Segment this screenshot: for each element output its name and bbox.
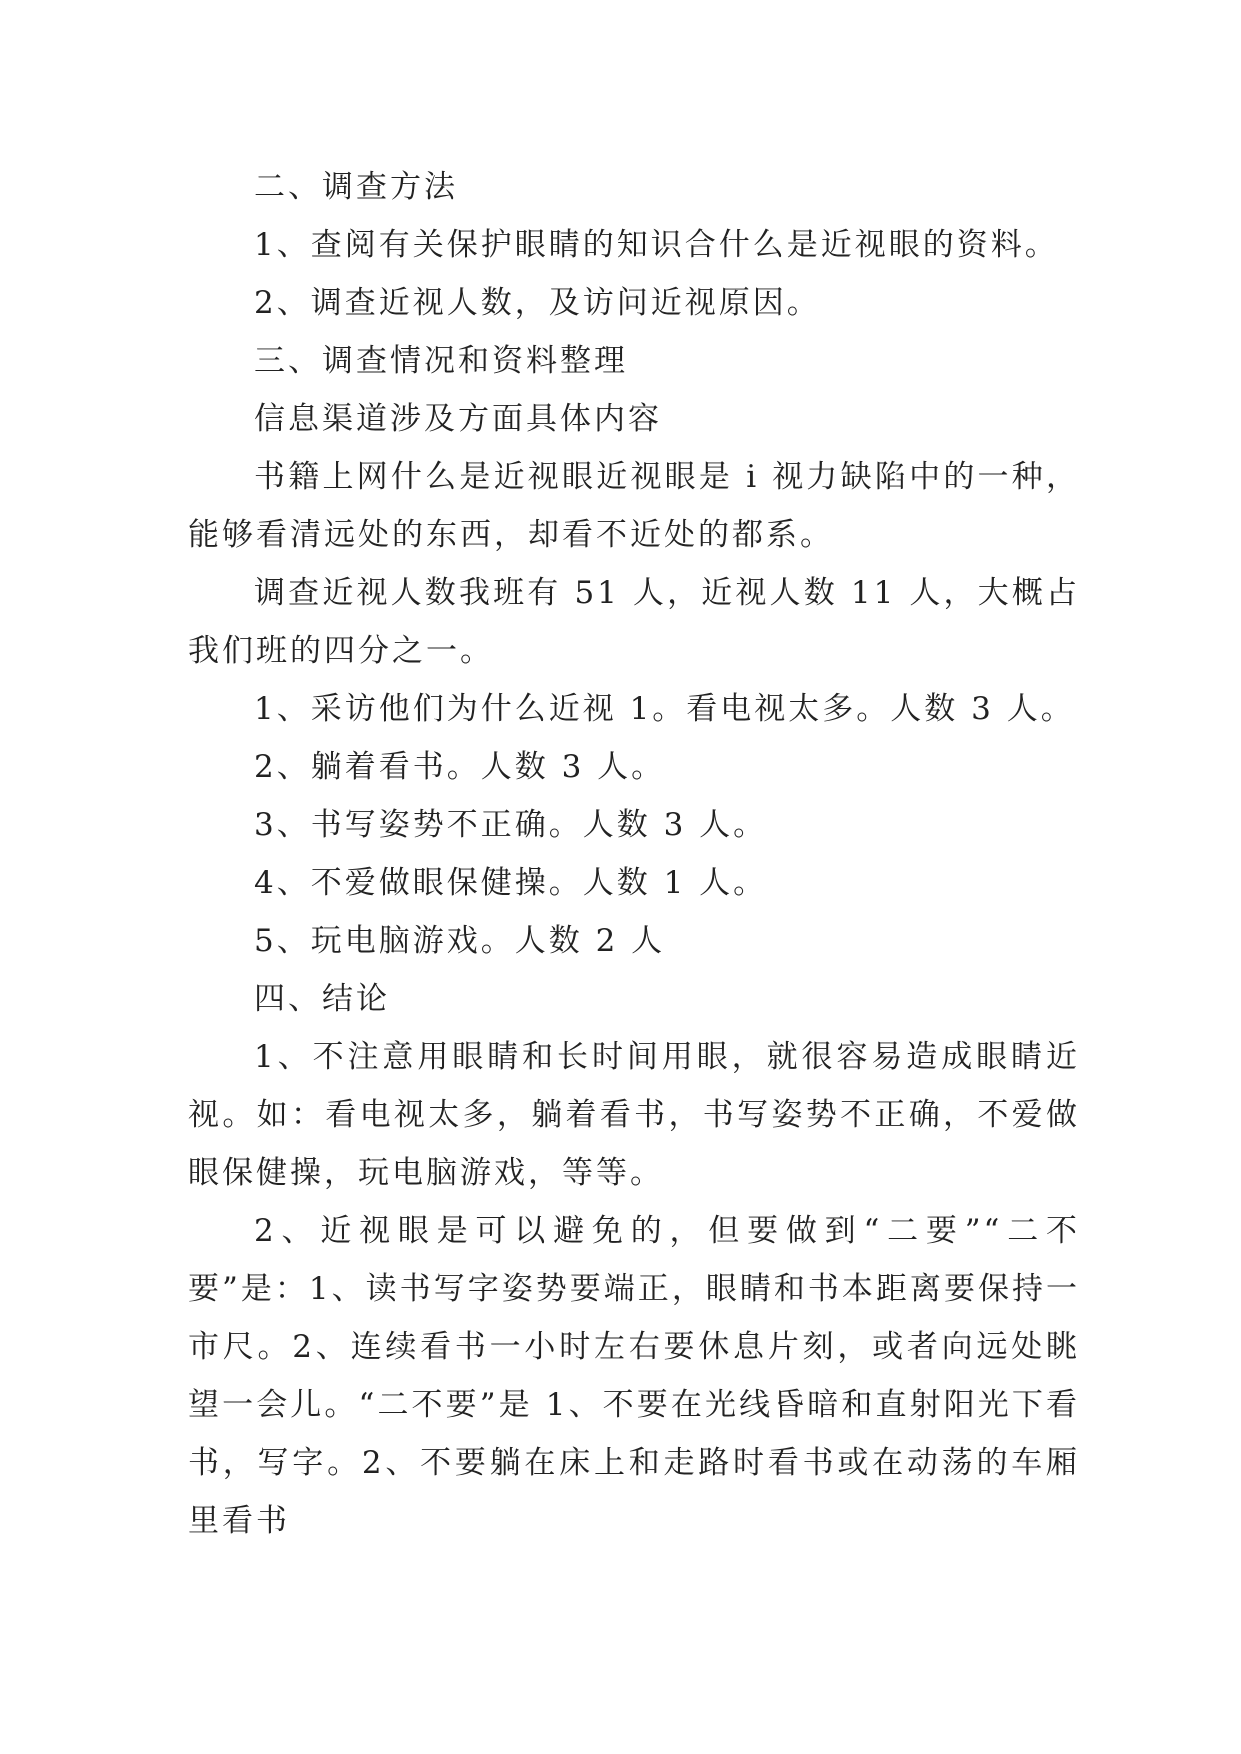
list-item-reason-4: 4、不爱做眼保健操。人数 1 人。 xyxy=(254,865,768,901)
paragraph-method-2: 2、调查近视人数，及访问近视原因。 xyxy=(254,285,821,321)
list-item-reason-2: 2、躺着看书。人数 3 人。 xyxy=(254,749,666,785)
document-body xyxy=(188,158,1080,1550)
paragraph-conclusion-2: 2、近视眼是可以避免的，但要做到“二要”“二不要”是：1、读书写字姿势要端正，眼睛和书本距离要保持一市尺。2、连续看书一小时左右要休息片刻，或者向远处眺望一会儿。“二不要”是 1、不要在光线昏暗和直射阳光下看书，写字。2、不要躺在床上和走路时看书或在动荡的车厢里看书 xyxy=(188,1213,1080,1539)
paragraph-books-internet: 书籍上网什么是近视眼近视眼是 i 视力缺陷中的一种，能够看清远处的东西，却看不近处的都系。 xyxy=(188,459,1080,553)
paragraph-conclusion-1: 1、不注意用眼睛和长时间用眼，就很容易造成眼睛近视。如：看电视太多，躺着看书，书写姿势不正确，不爱做眼保健操，玩电脑游戏，等等。 xyxy=(188,1039,1080,1191)
list-item-reason-5: 5、玩电脑游戏。人数 2 人 xyxy=(254,923,666,959)
section-heading-conclusion: 四、结论 xyxy=(254,981,390,1017)
section-heading-survey-method: 二、调查方法 xyxy=(254,169,458,205)
list-item-reason-1: 1、采访他们为什么近视 1。看电视太多。人数 3 人。 xyxy=(254,691,1075,727)
paragraph-method-1: 1、查阅有关保护眼睛的知识合什么是近视眼的资料。 xyxy=(254,227,1059,263)
list-item-reason-3: 3、书写姿势不正确。人数 3 人。 xyxy=(254,807,768,843)
section-heading-survey-results: 三、调查情况和资料整理 xyxy=(254,343,628,379)
paragraph-info-channels: 信息渠道涉及方面具体内容 xyxy=(254,401,662,437)
paragraph-survey-count: 调查近视人数我班有 51 人，近视人数 11 人，大概占我们班的四分之一。 xyxy=(188,575,1080,669)
